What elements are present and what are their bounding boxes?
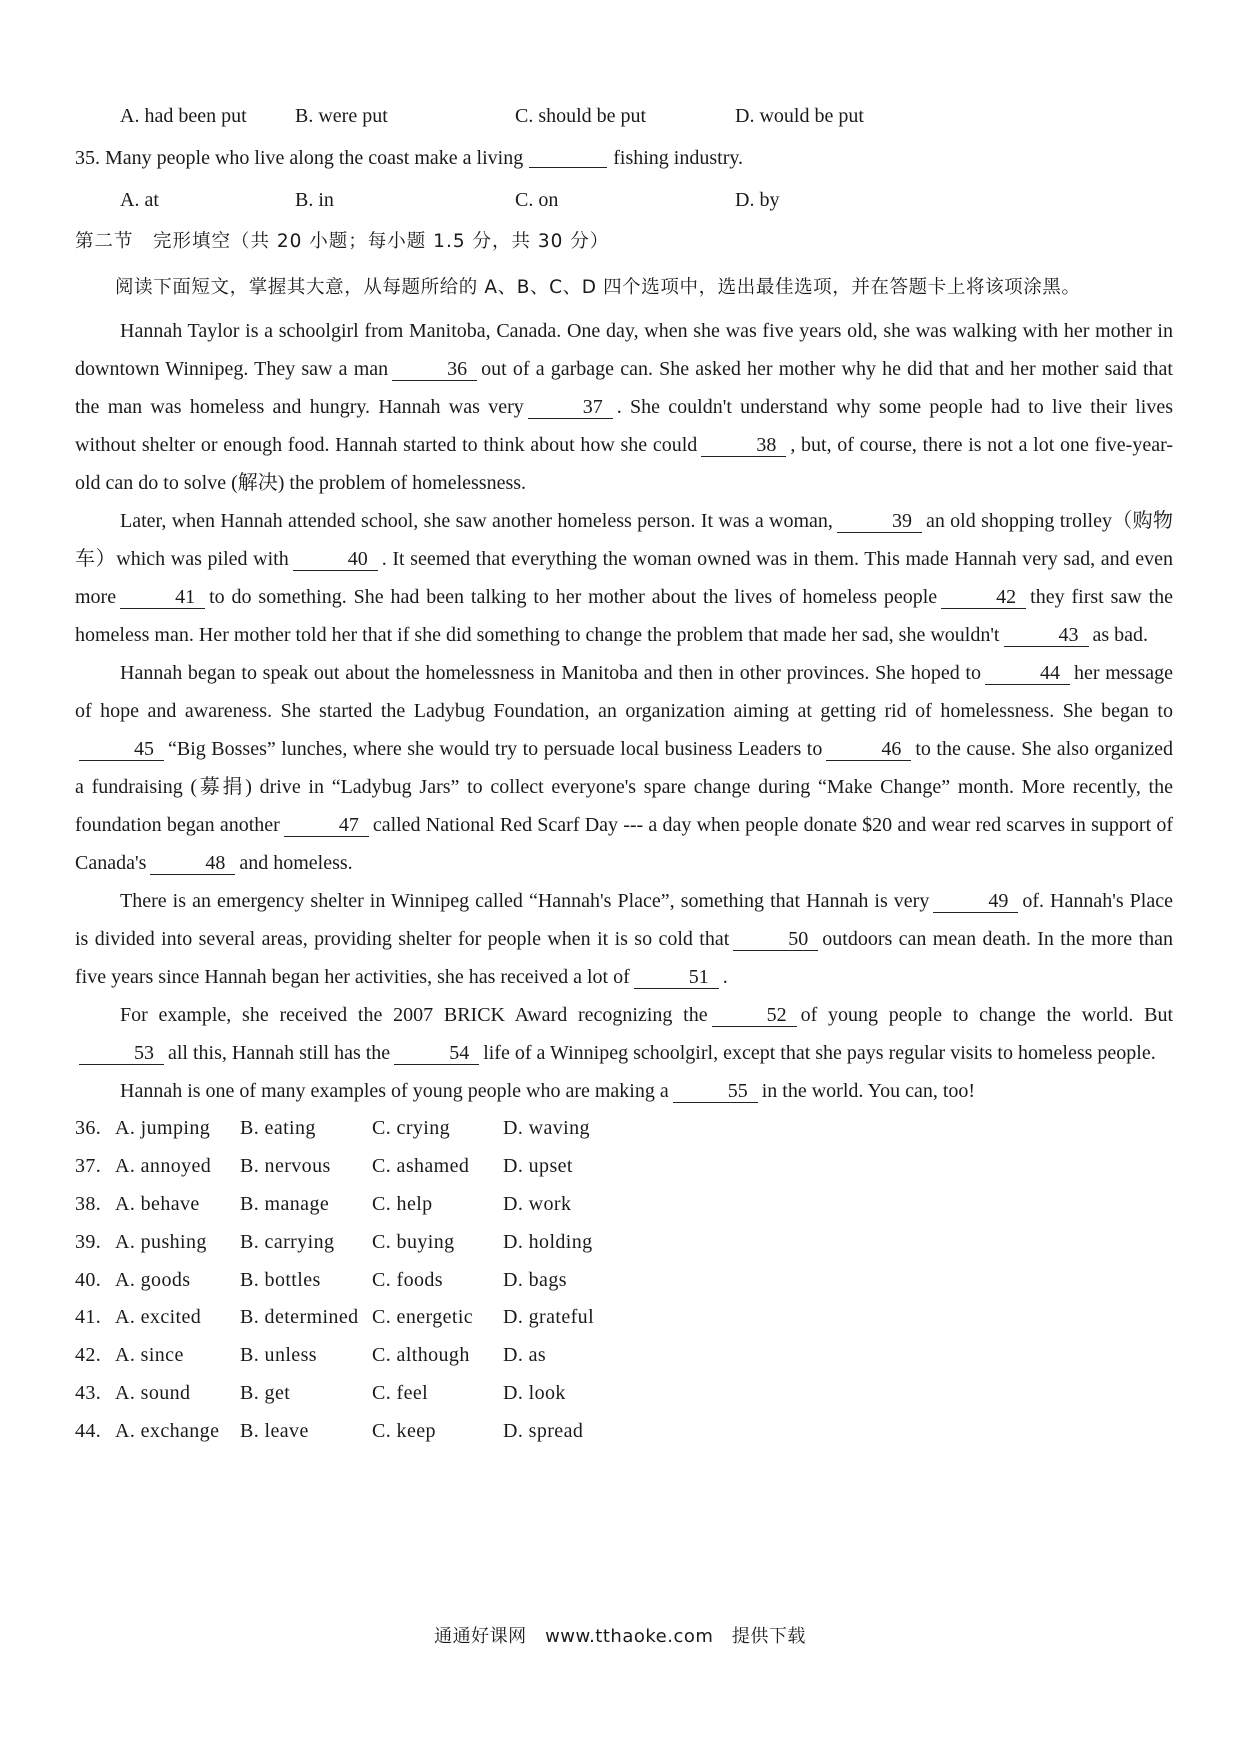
passage-text: called National Red Scarf Day --- a day when people donate $20 and wear red scarves in support of Canada's	[75, 814, 1174, 874]
blank-47: 47	[284, 814, 369, 837]
q35-stem	[75, 136, 1173, 180]
passage-text: “Big Bosses” lunches, where she would try to persuade local business Leaders to	[168, 738, 823, 760]
choice-row-44	[75, 1412, 1173, 1450]
passage-text: of young people to change the world. But	[800, 1004, 1173, 1026]
option-d: D. bags	[503, 1268, 567, 1291]
passage-text: an old shopping trolley（购物车）which was piled with	[75, 510, 1173, 570]
blank-44: 44	[985, 662, 1070, 685]
option-c: C. keep	[372, 1419, 436, 1442]
option-b: B. manage	[240, 1192, 330, 1215]
choice-row-43	[75, 1375, 1173, 1413]
option-c: C. foods	[372, 1268, 443, 1291]
passage-text: to do something. She had been talking to her mother about the lives of homeless people	[209, 586, 938, 608]
option-c: C. energetic	[372, 1306, 474, 1329]
passage-text: out of a garbage can. She asked her mother why he did that and her mother said that the man was homeless and hungry. Hannah was very	[75, 358, 1173, 418]
choice-row-41	[75, 1299, 1173, 1337]
passage-text: in the world. You can, too!	[761, 1080, 976, 1102]
blank-45: 45	[79, 738, 164, 761]
blank-48: 48	[150, 852, 235, 875]
question-number: 40.	[75, 1268, 102, 1291]
option-d: D. upset	[503, 1155, 573, 1178]
passage-text: to the cause. She also organized a fundraising (募捐) drive in “Ladybug Jars” to collect everyone's spare change during “Make Change” month. More recently, the foundation began another	[75, 738, 1173, 836]
question-number: 43.	[75, 1381, 102, 1404]
cloze-passage	[75, 312, 1173, 1110]
q35-option-b: B. in	[295, 188, 334, 211]
passage-paragraph-2	[75, 502, 1173, 654]
blank-38: 38	[701, 434, 786, 457]
option-d: D. as	[503, 1344, 547, 1367]
choice-list	[75, 1110, 1173, 1450]
blank-53: 53	[79, 1042, 164, 1065]
option-d: D. holding	[503, 1230, 593, 1253]
q34-options	[75, 96, 1173, 136]
option-a: A. excited	[115, 1306, 202, 1329]
passage-text: . She couldn't understand why some people had to live their lives without shelter or enough food. Hannah started to think about how she could	[75, 396, 1173, 456]
passage-text: life of a Winnipeg schoolgirl, except that she pays regular visits to homeless people.	[483, 1042, 1156, 1064]
passage-text: all this, Hannah still has the	[168, 1042, 391, 1064]
question-number: 38.	[75, 1192, 102, 1215]
option-b: B. carrying	[240, 1230, 335, 1253]
q35-options	[75, 180, 1173, 220]
blank-37: 37	[528, 396, 613, 419]
blank-39: 39	[837, 510, 922, 533]
question-number: 39.	[75, 1230, 102, 1253]
option-a: A. jumping	[115, 1117, 211, 1140]
choice-row-37	[75, 1148, 1173, 1186]
q35-option-d: D. by	[735, 188, 780, 211]
blank-49: 49	[933, 890, 1018, 913]
option-d: D. work	[503, 1192, 572, 1215]
passage-text: For example, she received the 2007 BRICK Award recognizing the	[120, 1004, 708, 1026]
option-b: B. eating	[240, 1117, 316, 1140]
exam-page	[75, 96, 1173, 1450]
passage-text: her message of hope and awareness. She started the Ladybug Foundation, an organization aiming at getting rid of homelessness. She began to	[75, 662, 1173, 722]
option-c: C. crying	[372, 1117, 451, 1140]
option-d: D. waving	[503, 1117, 590, 1140]
q34-option-c: C. should be put	[515, 104, 647, 127]
choice-row-36	[75, 1110, 1173, 1148]
passage-text: as bad.	[1092, 624, 1149, 646]
option-b: B. nervous	[240, 1155, 331, 1178]
question-number: 44.	[75, 1419, 102, 1442]
passage-paragraph-3	[75, 654, 1173, 882]
option-a: A. annoyed	[115, 1155, 212, 1178]
choice-row-42	[75, 1337, 1173, 1375]
option-c: C. help	[372, 1192, 433, 1215]
option-b: B. get	[240, 1381, 291, 1404]
blank-41: 41	[120, 586, 205, 609]
option-a: A. pushing	[115, 1230, 207, 1253]
passage-text: they first saw the homeless man. Her mother told her that if she did something to change the problem that made her sad, she wouldn't	[75, 586, 1174, 646]
question-number: 42.	[75, 1344, 102, 1367]
option-b: B. bottles	[240, 1268, 321, 1291]
option-a: A. goods	[115, 1268, 191, 1291]
q34-option-b: B. were put	[295, 104, 388, 127]
passage-paragraph-1	[75, 312, 1173, 502]
option-c: C. feel	[372, 1381, 429, 1404]
choice-row-39	[75, 1223, 1173, 1261]
blank-43: 43	[1004, 624, 1089, 647]
passage-text: Hannah began to speak out about the homelessness in Manitoba and then in other provinces. She hoped to	[120, 662, 981, 684]
option-d: D. look	[503, 1381, 566, 1404]
q35-text-before: 35. Many people who live along the coast make a living	[75, 147, 524, 169]
passage-text: Hannah is one of many examples of young people who are making a	[120, 1080, 669, 1102]
blank-46: 46	[826, 738, 911, 761]
passage-text: Hannah Taylor is a schoolgirl from Manitoba, Canada. One day, when she was five years old, she was walking with her mother in downtown Winnipeg. They saw a man	[75, 320, 1173, 380]
passage-text: There is an emergency shelter in Winnipeg called “Hannah's Place”, something that Hannah is very	[120, 890, 930, 912]
option-a: A. exchange	[115, 1419, 220, 1442]
passage-paragraph-5	[75, 996, 1173, 1072]
blank-51: 51	[634, 966, 719, 989]
option-b: B. leave	[240, 1419, 309, 1442]
question-number: 36.	[75, 1117, 102, 1140]
blank-52: 52	[712, 1004, 797, 1027]
passage-text: Later, when Hannah attended school, she saw another homeless person. It was a woman,	[120, 510, 833, 532]
passage-text: , but, of course, there is not a lot one five-year-old can do to solve (解决) the problem of homelessness.	[75, 434, 1173, 494]
passage-text: outdoors can mean death. In the more than five years since Hannah began her activities, she has received a lot of	[75, 928, 1173, 988]
q35-option-c: C. on	[515, 188, 559, 211]
blank-36: 36	[392, 358, 477, 381]
q35-blank	[529, 143, 607, 168]
passage-text: . It seemed that everything the woman owned was in them. This made Hannah very sad, and even more	[75, 548, 1173, 608]
blank-40: 40	[293, 548, 378, 571]
q35-text-after: fishing industry.	[613, 147, 744, 169]
option-a: A. since	[115, 1344, 184, 1367]
option-a: A. behave	[115, 1192, 200, 1215]
option-d: D. grateful	[503, 1306, 595, 1329]
passage-text: .	[722, 966, 728, 988]
page-footer: 通通好课网 www.tthaoke.com 提供下载	[434, 1626, 806, 1647]
q35-option-a: A. at	[120, 188, 159, 211]
option-b: B. determined	[240, 1306, 359, 1329]
option-a: A. sound	[115, 1381, 191, 1404]
q34-option-a: A. had been put	[120, 104, 247, 127]
q34-option-d: D. would be put	[735, 104, 864, 127]
passage-text: of. Hannah's Place is divided into several areas, providing shelter for people when it is so cold that	[75, 890, 1173, 950]
blank-42: 42	[941, 586, 1026, 609]
blank-54: 54	[394, 1042, 479, 1065]
choice-row-40	[75, 1261, 1173, 1299]
option-c: C. buying	[372, 1230, 455, 1253]
option-c: C. although	[372, 1344, 470, 1367]
option-d: D. spread	[503, 1419, 584, 1442]
option-b: B. unless	[240, 1344, 317, 1367]
blank-50: 50	[733, 928, 818, 951]
blank-55: 55	[673, 1080, 758, 1103]
section-title: 第二节 完形填空（共 20 小题；每小题 1.5 分，共 30 分）	[75, 231, 610, 252]
question-number: 37.	[75, 1155, 102, 1178]
passage-text: and homeless.	[239, 852, 353, 874]
choice-row-38	[75, 1186, 1173, 1224]
passage-paragraph-6	[75, 1072, 1173, 1110]
question-number: 41.	[75, 1306, 102, 1329]
passage-paragraph-4	[75, 882, 1173, 996]
section-instruction: 阅读下面短文，掌握其大意，从每题所给的 A、B、C、D 四个选项中，选出最佳选项，并在答题卡上将该项涂黑。	[115, 277, 1081, 298]
option-c: C. ashamed	[372, 1155, 470, 1178]
